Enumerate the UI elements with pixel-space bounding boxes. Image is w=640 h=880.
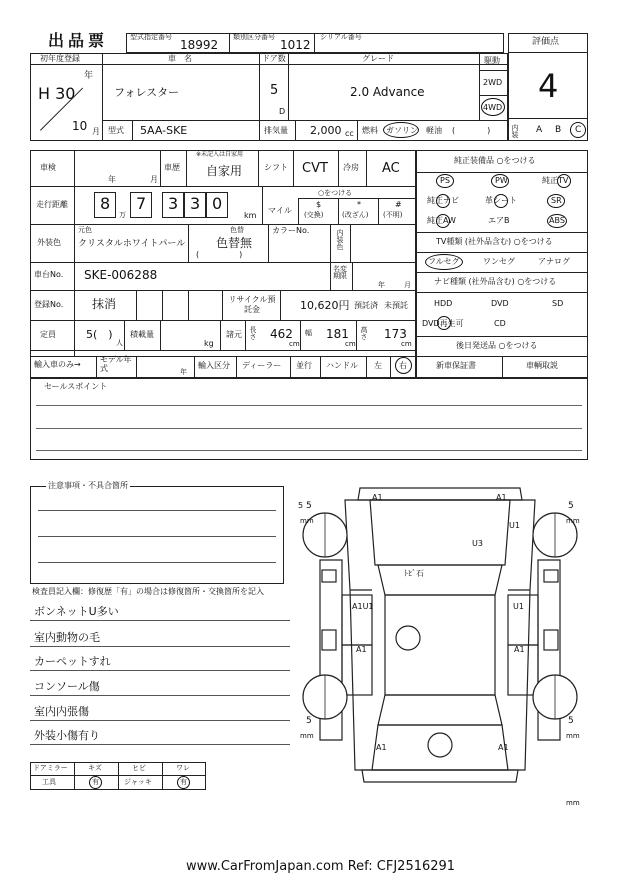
mark-front-right: U1 [509, 521, 520, 530]
tire-fr-unit: mm [566, 517, 580, 525]
recycle-label: リサイクル預託金 [228, 295, 276, 314]
class-number-value: 1012 [280, 38, 311, 52]
color-change-paren: ( ) [196, 250, 243, 259]
purpose-label: 車歴 [164, 163, 180, 172]
model-year-unit: 年 [180, 368, 187, 376]
mileage-note: ○をつける [318, 189, 353, 197]
load-unit: kg [204, 339, 214, 348]
displacement-unit: cc [345, 129, 354, 138]
interior-grade-circle [570, 122, 586, 138]
caution-box [30, 486, 284, 584]
legend-jack-have: 有 [180, 778, 187, 786]
spare-tire-unit: mm [566, 799, 580, 807]
height-unit: cm [401, 340, 412, 348]
class-number-label: 類別区分番号 [233, 33, 275, 41]
capacity-value: 5( ) [86, 328, 113, 341]
mark-front-bumper-left: A1 [372, 493, 383, 502]
genuine-title: 純正装備品 ○をつける [454, 156, 536, 165]
navi-dvd-play: DVD再生可 [422, 319, 464, 328]
tv-fullseg: フルセグ [428, 257, 460, 266]
genuine-airbag: エアB [488, 216, 510, 225]
mark-left-front-door: A1U1 [352, 602, 374, 611]
capacity-label: 定員 [40, 330, 56, 339]
ac-label: 冷房 [343, 163, 359, 172]
leather-circle [494, 194, 508, 208]
inspector-label: 検査員記入欄：修復歴「有」の場合は修復箇所・交換箇所を記入 [32, 587, 264, 596]
width-unit: cm [345, 340, 356, 348]
legend-break: ワレ [176, 764, 190, 772]
reg-no-value: 抹消 [92, 297, 117, 311]
exchange-mark: $ [316, 200, 322, 209]
legend-jack: ジャッキ [124, 778, 152, 786]
mileage-digit-4: 3 [190, 194, 201, 213]
tire-rl-depth: 5 [306, 716, 312, 726]
tire-rl-unit: mm [300, 732, 314, 740]
length-value: 462 [270, 327, 293, 341]
inspection-year: 年 [108, 175, 116, 184]
navi-title: ナビ種類 (社外品含む) ○をつける [434, 277, 557, 286]
drive-label: 駆動 [484, 56, 500, 65]
genuine-tv: 純正TV [542, 176, 569, 185]
color-no-label: カラーNo. [272, 226, 310, 235]
note-line-2: 室内動物の毛 [34, 631, 100, 644]
unknown-mark: # [395, 200, 402, 209]
mileage-digit-5: 0 [212, 194, 223, 213]
tire-rr-depth: 5 [568, 716, 574, 726]
color-change-value: 色替無 [216, 236, 253, 250]
interior-color-label: 内装色 [336, 229, 344, 250]
mark-hood: U3 [472, 539, 483, 548]
ps-circle [436, 174, 454, 188]
mark-front-bumper-right: A1 [496, 493, 507, 502]
jack-circle [177, 776, 190, 789]
width-label: 幅 [305, 329, 312, 337]
genuine-leather: 革シート [485, 196, 517, 205]
chassis-value: SKE-006288 [84, 268, 158, 282]
doors-label: ドア数 [262, 54, 286, 63]
handle-right: 右 [399, 361, 407, 370]
genuine-pw: PW [495, 176, 508, 185]
car-name-label: 車 名 [168, 54, 192, 63]
left-mirror [322, 570, 336, 582]
first-reg-era: H 30 [38, 84, 76, 103]
purpose-value: 自家用 [206, 164, 243, 178]
handle-right-circle [395, 357, 412, 374]
load-label: 積載量 [130, 330, 154, 339]
name-change-label: 名変期限 [333, 265, 347, 280]
rear-bumper [362, 770, 518, 782]
displacement-label: 排気量 [264, 126, 288, 135]
doors-value: 5 [270, 83, 279, 98]
note-line-5: 室内内張傷 [34, 705, 89, 718]
chassis-label: 車台No. [34, 270, 64, 279]
mileage-digit-1: 8 [100, 194, 111, 213]
genuine-navi: 純正ナビ [427, 196, 459, 205]
navi-circle [436, 194, 450, 208]
length-unit: cm [289, 340, 300, 348]
genuine-aw: 純正AW [427, 216, 456, 225]
legend-tools-have: 有 [92, 778, 99, 786]
tv-oneseg: ワンセグ [483, 257, 515, 266]
rear-window [378, 695, 502, 725]
interior-grade-a: A [536, 125, 543, 135]
pw-circle [491, 174, 509, 188]
interior-grade-b: B [555, 125, 562, 135]
note-line-1: ボンネットU多い [34, 605, 119, 618]
tamper-mark: * [357, 200, 361, 209]
recycle-status: 預託済 [354, 301, 378, 310]
legend-crack: ヒビ [132, 764, 146, 772]
color-label: 外装色 [37, 238, 61, 247]
mileage-digit-2: 7 [136, 194, 147, 213]
type-number-value: 18992 [180, 38, 219, 52]
grade-label: グレード [362, 54, 394, 63]
roof-mark [396, 626, 420, 650]
note-line-4: コンソール傷 [34, 680, 100, 693]
serial-number-label: シリアル番号 [320, 33, 362, 41]
sr-circle [547, 194, 565, 208]
ac-value: AC [382, 161, 400, 176]
mark-right-front-door: U1 [513, 602, 524, 611]
inspection-label: 車検 [40, 163, 56, 172]
orig-color-label: 元色 [78, 226, 92, 234]
height-value: 173 [384, 327, 407, 341]
model-year-label: モデル年式 [100, 355, 132, 373]
first-reg-label: 初年度登録 [40, 54, 80, 63]
interior-label: 内装 [511, 124, 519, 138]
dealer-label: ディーラー [242, 361, 282, 370]
fuel-other-paren: ( ) [452, 126, 491, 135]
type-number-label: 型式指定番号 [130, 33, 172, 41]
first-reg-year-unit: 年 [84, 71, 94, 81]
grade-value: 2.0 Advance [350, 85, 425, 99]
drive-4wd: 4WD [483, 103, 503, 112]
footer-ref: www.CarFromJapan.com Ref: CFJ2516291 [186, 859, 456, 874]
tools-circle [89, 776, 102, 789]
handle-left: 左 [374, 361, 382, 370]
name-change-year: 年 [378, 281, 385, 289]
tire-fl-depth: 5 [306, 501, 312, 511]
drive-4wd-circle [481, 98, 505, 116]
fullseg-circle [425, 254, 463, 270]
fuel-value: ガソリン [386, 126, 418, 135]
height-label: 高さ [360, 326, 368, 340]
mileage-label: 走行距離 [36, 200, 68, 209]
import-label: 輸入車のみ→ [34, 360, 81, 369]
windshield [378, 565, 502, 595]
mark-rear-bumper-right: A1 [498, 743, 509, 752]
legend-scratch: キズ [88, 764, 102, 772]
orig-color-value: クリスタルホワイトパール [78, 239, 186, 249]
name-change-month: 月 [404, 281, 411, 289]
score-label: 評価点 [532, 37, 560, 47]
capacity-unit: 人 [116, 339, 123, 347]
car-name-value: フォレスター [114, 86, 180, 99]
recycle-value: 10,620円 [300, 299, 350, 312]
navi-sd: SD [552, 299, 564, 308]
navi-dvd: DVD [491, 299, 509, 308]
tire-front-left-value: 5 [298, 501, 304, 510]
tire-fl-unit: mm [300, 517, 314, 525]
handle-label: ハンドル [326, 361, 358, 370]
mileage-unit: km [244, 211, 257, 220]
hood [370, 500, 510, 565]
drive-2wd: 2WD [483, 78, 503, 87]
light-oil-label: 軽油 [426, 126, 442, 135]
interior-grade-c: C [575, 125, 582, 135]
mark-windshield: ﾄﾋﾞ石 [404, 569, 424, 578]
tire-rr-unit: mm [566, 732, 580, 740]
mark-left-rear-door: A1 [356, 645, 367, 654]
legend-mirror: ドアミラー [33, 764, 68, 772]
reg-no-label: 登録No. [34, 300, 64, 309]
spec-table [30, 150, 416, 378]
mileage-man: 万 [119, 211, 126, 219]
navi-cd: CD [494, 319, 506, 328]
parallel-label: 並行 [296, 361, 312, 370]
shift-value: CVT [302, 161, 328, 176]
car-diagram [290, 470, 590, 810]
left-step [322, 630, 336, 650]
model-label: 型式 [108, 126, 124, 135]
model-value: 5AA-SKE [140, 124, 188, 137]
genuine-sr: SR [551, 196, 562, 205]
length-label: 長さ [249, 326, 257, 340]
later-warranty: 新車保証書 [436, 361, 476, 370]
mark-right-rear-door: A1 [514, 645, 525, 654]
mark-rear-bumper-left: A1 [376, 743, 387, 752]
tamper-label: (改ざん) [342, 211, 369, 219]
first-reg-month: 10 [72, 119, 88, 133]
doors-suffix: D [279, 107, 286, 116]
first-reg-month-unit: 月 [92, 127, 100, 136]
note-line-3: カーペットすれ [34, 655, 111, 668]
aw-circle [436, 214, 450, 228]
genuine-abs: ABS [549, 216, 565, 225]
navi-hdd: HDD [434, 299, 453, 308]
abs-circle [547, 214, 567, 228]
note-line-6: 外装小傷有り [34, 729, 100, 742]
spare-tire [428, 733, 452, 757]
width-value: 181 [326, 327, 349, 341]
shift-label: シフト [264, 163, 288, 172]
right-step [544, 630, 558, 650]
tv-circle [557, 174, 571, 188]
tire-fr-depth: 5 [568, 501, 574, 511]
dvd-play-circle [437, 316, 451, 330]
tv-title: TV種類 (社外品含む) ○をつける [436, 237, 553, 246]
displacement-value: 2,000 [310, 124, 342, 137]
size-label: 諸元 [226, 330, 242, 339]
color-change-label: 色替 [230, 226, 244, 234]
later-title: 後日発送品 ○をつける [456, 341, 538, 350]
fuel-gasoline-circle [383, 122, 419, 138]
sheet-title: 出品票 [48, 31, 109, 50]
sales-point-label: セールスポイント [44, 382, 108, 391]
import-class-label: 輸入区分 [198, 361, 230, 370]
later-manual: 車輌取説 [526, 361, 558, 370]
right-mirror [544, 570, 558, 582]
exchange-label: (交換) [304, 211, 324, 219]
mileage-digit-3: 3 [168, 194, 179, 213]
caution-label: 注意事項・不具合箇所 [48, 481, 128, 490]
tv-analog: アナログ [538, 257, 570, 266]
genuine-ps: PS [440, 176, 450, 185]
inspection-month: 月 [150, 175, 158, 184]
unknown-label: (不明) [383, 211, 403, 219]
fuel-label: 燃料 [362, 126, 378, 135]
purpose-note: ※未記入は自家用 [196, 151, 244, 158]
legend-tools: 工具 [42, 778, 56, 786]
mile-label: マイル [268, 206, 292, 215]
sales-point-box [30, 378, 588, 460]
recycle-not-deposited: 未預託 [384, 301, 408, 310]
score-value: 4 [538, 67, 559, 105]
